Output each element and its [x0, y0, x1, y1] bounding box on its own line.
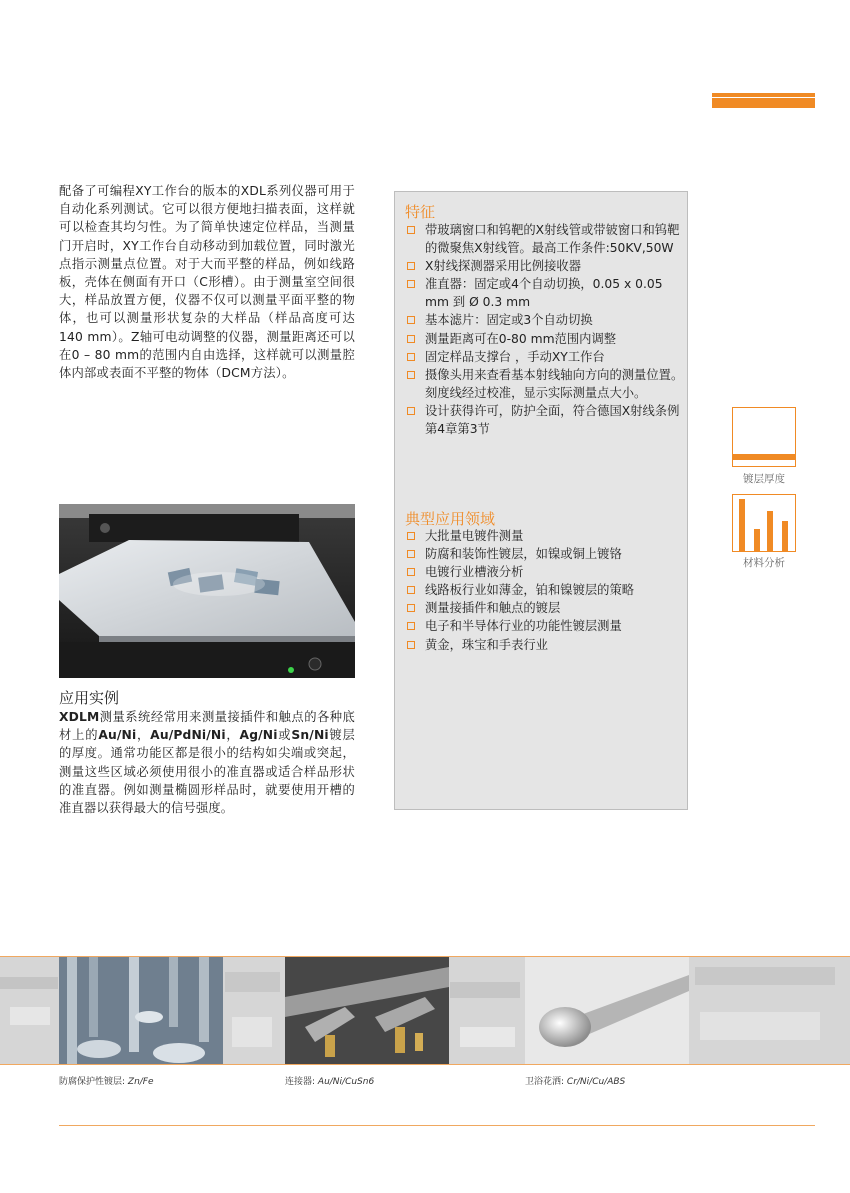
list-item: X射线探测器采用比例接收器	[405, 257, 687, 275]
list-item: 线路板行业如薄金，铂和镍镀层的策略	[405, 581, 687, 599]
list-item: 摄像头用来查看基本射线轴向方向的测量位置。刻度线经过校准，显示实际测量点大小。	[405, 366, 687, 402]
list-item: 黄金，珠宝和手表行业	[405, 636, 687, 654]
bullet-square-icon	[407, 550, 415, 558]
screws-photo	[59, 957, 223, 1064]
bullet-square-icon	[407, 262, 415, 270]
list-item: 带玻璃窗口和钨靶的X射线管或带铍窗口和钨靶的微聚焦X射线管。最高工作条件:50KV,50W	[405, 221, 687, 257]
bullet-square-icon	[407, 316, 415, 324]
caption-shower: 卫浴花洒: Cr/Ni/Cu/ABS	[525, 1077, 626, 1087]
intro-paragraph: 配备了可编程XY工作台的版本的XDL系列仪器可用于自动化系列测试。它可以很方便地扫描表面，这样就可以检查其均匀性。为了简单快速定位样品，当测量门开启时，XY工作台自动移动到加载位置，同时激光点指示测量点位置。对于大而平整的样品，例如线路板，壳体在侧面有开口（C形槽）。由于测量室空间很大，样品放置方便，仪器不仅可以测量平面平整的物体，也可以测量形状复杂的大样品（样品高度可达140 mm）。Z轴可电动调整的仪器，测量距离还可以在0 – 80 mm的范围内自由选择，这样就可以测量腔体内部或表面不平整的物体（DCM方法）。	[59, 184, 355, 381]
bullet-square-icon	[407, 568, 415, 576]
bullet-square-icon	[407, 371, 415, 379]
bullet-square-icon	[407, 622, 415, 630]
band-bottom-rule	[0, 1064, 850, 1065]
applications-list	[405, 527, 687, 654]
material-analysis-icon	[732, 494, 796, 552]
bullet-square-icon	[407, 586, 415, 594]
caption-corrosion: 防腐保护性镀层: Zn/Fe	[59, 1077, 154, 1087]
features-title: 特征	[405, 203, 436, 221]
features-list	[405, 221, 687, 438]
bullet-square-icon	[407, 407, 415, 415]
list-item: 测量接插件和触点的镀层	[405, 599, 687, 617]
list-item: 测量距离可在0-80 mm范围内调整	[405, 330, 687, 348]
coating-thickness-label: 镀层厚度	[743, 473, 785, 485]
caption-connector: 连接器: Au/Ni/CuSn6	[285, 1077, 375, 1087]
material-analysis-label: 材料分析	[743, 557, 785, 569]
list-item: 大批量电镀件测量	[405, 527, 687, 545]
list-item: 防腐和装饰性镀层，如镍或铜上镀铬	[405, 545, 687, 563]
bullet-square-icon	[407, 280, 415, 288]
list-item: 固定样品支撑台 ，手动XY工作台	[405, 348, 687, 366]
bullet-square-icon	[407, 353, 415, 361]
bullet-square-icon	[407, 335, 415, 343]
list-item: 准直器：固定或4个自动切换，0.05 x 0.05 mm 到 Ø 0.3 mm	[405, 275, 687, 311]
list-item: 设计获得许可，防护全面，符合德国X射线条例第4章第3节	[405, 402, 687, 438]
bullet-square-icon	[407, 604, 415, 612]
bullet-square-icon	[407, 641, 415, 649]
bullet-square-icon	[407, 532, 415, 540]
footer-rule	[59, 1125, 815, 1126]
example-paragraph: XDLM测量系统经常用来测量接插件和触点的各种底材上的Au/Ni，Au/PdNi/Ni，Ag/Ni或Sn/Ni镀层的厚度。通常功能区都是很小的结构如尖端或突起，测量这些区域必须使用很小的准直器或适合样品形状的准直器。例如测量椭圆形样品时，就要使用开槽的准直器以获得最大的信号强度。	[59, 710, 355, 816]
list-item: 电镀行业槽液分析	[405, 563, 687, 581]
example-heading: 应用实例	[59, 689, 120, 707]
header-accent-tab	[712, 93, 815, 108]
bullet-square-icon	[407, 226, 415, 234]
instrument-photo	[59, 504, 355, 678]
applications-title: 典型应用领域	[405, 510, 496, 528]
connector-photo	[285, 957, 449, 1064]
shower-head-photo	[525, 957, 689, 1064]
list-item: 电子和半导体行业的功能性镀层测量	[405, 617, 687, 635]
list-item: 基本滤片：固定或3个自动切换	[405, 311, 687, 329]
coating-thickness-icon	[732, 407, 796, 467]
